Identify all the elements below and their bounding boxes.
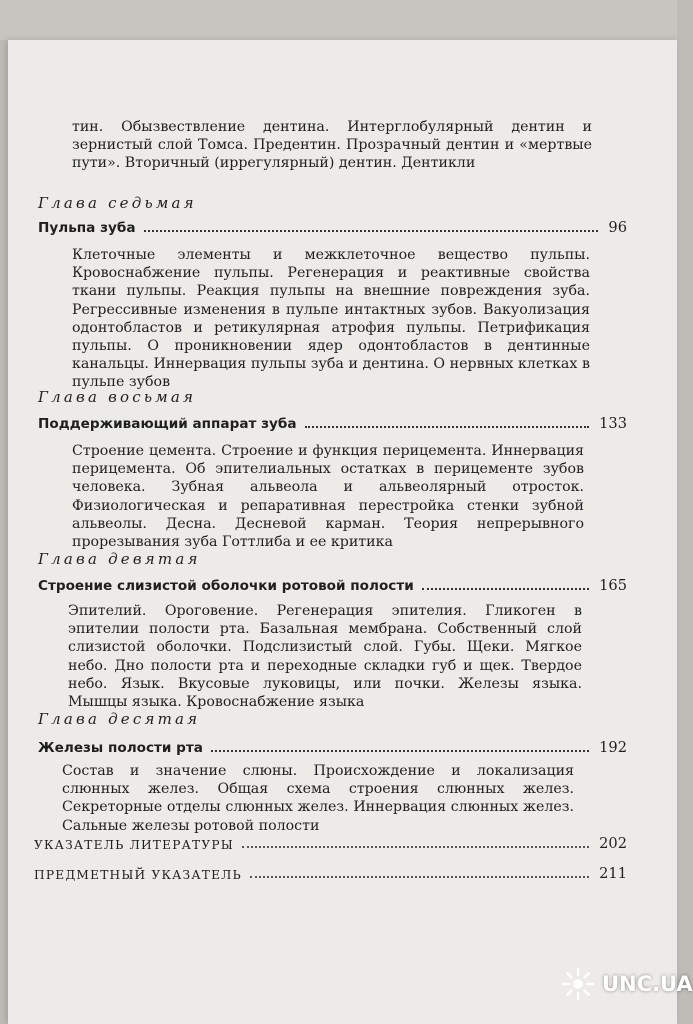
watermark xyxy=(560,966,693,1002)
chapter-heading: Глава десятая xyxy=(38,710,201,728)
page-number: 96 xyxy=(608,219,627,236)
chapter-description: Клеточные элементы и межклеточное вещество пульпы. Кровоснабжение пульпы. Регенерация и реактивные свойства ткани пульпы. Реакция пульпы на внешние повреждения зуба. Регрессивные изменения в пульпе интактных зубов. Вакуолизация одонтобластов и ретикулярная атрофия пульпы. Петрификация пульпы. О проникновении ядер одонтобластов в дентинные канальцы. Иннервация пульпы зуба и дентина. О нервных клетках в пульпе зубов xyxy=(72,247,590,391)
intro-paragraph: тин. Обызвествление дентина. Интерглобулярный дентин и зернистый слой Томса. Предентин. Прозрачный дентин и «мертвые пути». Вторичный (иррегулярный) дентин. Дентикли xyxy=(72,119,592,172)
toc-entry-appendix xyxy=(34,830,627,852)
toc-entry-appendix xyxy=(34,860,627,882)
chapter-heading: Глава седьмая xyxy=(38,194,197,212)
chapter-title: Пульпа зуба xyxy=(38,220,136,236)
toc-entry xyxy=(38,734,627,756)
sunburst-logo-icon xyxy=(560,966,596,1002)
appendix-title: ПРЕДМЕТНЫЙ УКАЗАТЕЛЬ xyxy=(34,868,242,882)
dot-leader xyxy=(422,588,589,590)
chapter-title: Железы полости рта xyxy=(38,740,203,756)
dot-leader xyxy=(305,426,590,428)
dot-leader xyxy=(250,876,589,878)
chapter-heading: Глава восьмая xyxy=(38,388,197,406)
page-number: 202 xyxy=(599,835,627,852)
page-number: 192 xyxy=(599,739,627,756)
dot-leader xyxy=(211,750,589,752)
chapter-heading: Глава девятая xyxy=(38,550,201,568)
book-edge xyxy=(0,0,677,40)
page-number: 211 xyxy=(599,865,627,882)
chapter-title: Строение слизистой оболочки ротовой полости xyxy=(38,578,414,594)
chapter-description: Состав и значение слюны. Происхождение и локализация слюнных желез. Общая схема строения слюнных желез. Секреторные отделы слюнных желез. Иннервация слюнных желез. Сальные железы ротовой полости xyxy=(62,763,574,834)
toc-entry xyxy=(38,214,627,236)
dot-leader xyxy=(144,230,599,232)
chapter-description: Строение цемента. Строение и функция перицемента. Иннервация перицемента. Об эпителиальных остатках в перицементе зубов человека. Зубная альвеола и альвеолярный отросток. Физиологическая и репаративная перестройка стенки зубной альвеолы. Десна. Десневой карман. Теория непрерывного прорезывания зуба Готтлиба и ее критика xyxy=(72,443,584,551)
page-number: 165 xyxy=(599,577,627,594)
appendix-title: УКАЗАТЕЛЬ ЛИТЕРАТУРЫ xyxy=(34,838,234,852)
chapter-title: Поддерживающий аппарат зуба xyxy=(38,416,297,432)
toc-entry xyxy=(38,410,627,432)
page-number: 133 xyxy=(599,415,627,432)
watermark-text: UNC.UA xyxy=(602,972,693,996)
dot-leader xyxy=(242,846,589,848)
chapter-description: Эпителий. Ороговение. Регенерация эпителия. Гликоген в эпителии полости рта. Базальная мембрана. Собственный слой слизистой оболочки. Подслизистый слой. Губы. Щеки. Мягкое небо. Дно полости рта и переходные складки губ и щек. Твердое небо. Язык. Вкусовые луковицы, или почки. Железы языка. Мышцы языка. Кровоснабжение языка xyxy=(68,603,582,711)
toc-entry xyxy=(38,572,627,594)
